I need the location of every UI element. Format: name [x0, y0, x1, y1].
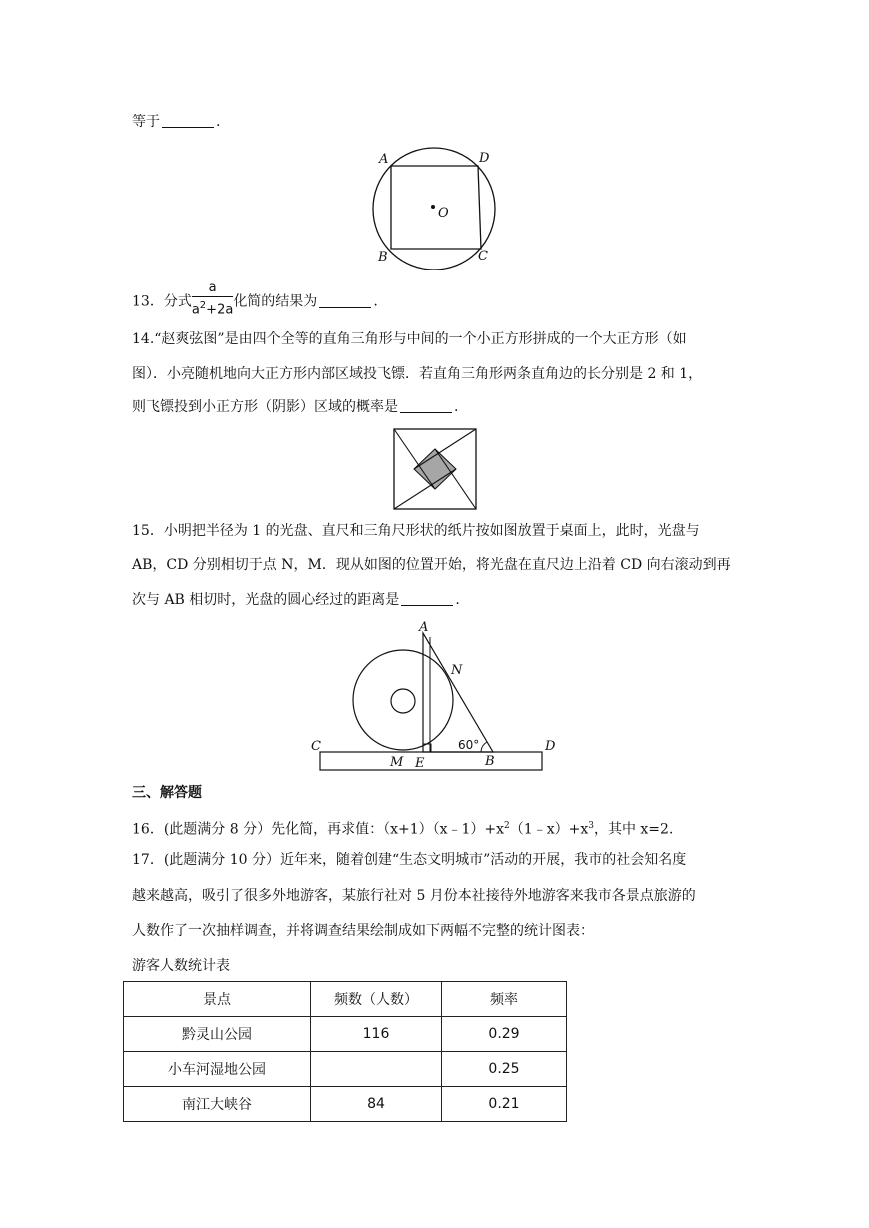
q15-line2: AB，CD 分别相切于点 N，M．现从如图的位置开始，将光盘在直尺边上沿着 CD 向右滚动到再 — [132, 557, 731, 573]
table-header: 景点 — [124, 982, 311, 1017]
label-b: B — [378, 250, 388, 265]
label-d: D — [479, 151, 490, 166]
table-row — [124, 1017, 567, 1052]
question-13: 13．分式 $\frac{a}{a^2+2a}$ 化简的结果为 . — [132, 280, 378, 318]
label-c: C — [311, 739, 321, 754]
center-point — [431, 205, 435, 209]
angle-arc — [481, 742, 487, 752]
angle-label: 60° — [458, 738, 480, 752]
fraction — [192, 280, 233, 319]
fraction-numerator: a — [192, 280, 233, 297]
q17-line2: 越来越高，吸引了很多外地游客，某旅行社对 5 月份本社接待外地游客来我市各景点旅游的 — [132, 888, 696, 904]
label-e: E — [415, 756, 425, 771]
label-o: O — [438, 206, 449, 221]
table-caption: 游客人数统计表 — [132, 958, 230, 974]
table-cell: 0.25 — [442, 1052, 567, 1087]
table-cell: 南江大峡谷 — [124, 1087, 311, 1122]
answer-blank — [400, 398, 452, 413]
table-cell: 84 — [311, 1087, 442, 1122]
label-n: N — [451, 663, 463, 678]
figure-circle-square — [366, 145, 506, 270]
label-a: A — [419, 620, 429, 635]
figure-disc-ruler — [305, 615, 565, 775]
table-header: 频数（人数） — [311, 982, 442, 1017]
q14-line2: 图）．小亮随机地向大正方形内部区域投飞镖．若直角三角形两条直角边的长分别是 2 和 1， — [132, 366, 703, 382]
q14-line3: 则飞镖投到小正方形（阴影）区域的概率是 . — [132, 399, 459, 415]
label-b: B — [485, 754, 495, 769]
table-header-row — [124, 982, 567, 1017]
answer-blank — [401, 591, 453, 606]
set-square — [423, 633, 493, 752]
section-title: 三、解答题 — [132, 785, 202, 801]
disc-hole — [391, 689, 415, 713]
ruler — [320, 752, 542, 770]
table-row — [124, 1087, 567, 1122]
label-d: D — [545, 739, 556, 754]
q14-line1: 14.“赵爽弦图”是由四个全等的直角三角形与中间的一个小正方形拼成的一个大正方形（如 — [132, 331, 687, 347]
q12-tail: 等于 . — [132, 114, 221, 130]
table-cell: 小车河湿地公园 — [124, 1052, 311, 1087]
fraction-denominator: $a^2+2a$ — [191, 300, 234, 318]
answer-blank — [319, 293, 371, 308]
question-16: 16．(此题满分 8 分）先化简，再求值：$(x+1)(x﹣1)+x^2(1﹣x)+x^3$，其中 x=2. — [132, 821, 674, 838]
label-m: M — [390, 755, 404, 770]
q12-text: 等于 — [132, 114, 160, 130]
answer-blank — [162, 113, 214, 128]
square-abcd — [391, 166, 481, 249]
q15-line1: 15．小明把半径为 1 的光盘、直尺和三角尺形状的纸片按如图放置于桌面上，此时，光盘与 — [132, 523, 700, 539]
table-cell: 0.21 — [442, 1087, 567, 1122]
table-cell: 0.29 — [442, 1017, 567, 1052]
label-c: C — [478, 249, 488, 264]
q15-line3: 次与 AB 相切时，光盘的圆心经过的距离是 . — [132, 592, 460, 608]
figure-zhao-shuang — [392, 427, 478, 511]
q17-line1: 17．(此题满分 10 分）近年来，随着创建“生态文明城市”活动的开展，我市的社会知名度 — [132, 852, 687, 868]
table-row — [124, 1052, 567, 1087]
stats-table — [123, 981, 567, 1122]
table-header: 频率 — [442, 982, 567, 1017]
label-a: A — [379, 152, 389, 167]
q17-line3: 人数作了一次抽样调查，并将调查结果绘制成如下两幅不完整的统计图表： — [132, 923, 594, 939]
table-cell — [311, 1052, 442, 1087]
table-cell: 黔灵山公园 — [124, 1017, 311, 1052]
table-cell: 116 — [311, 1017, 442, 1052]
disc — [353, 650, 453, 750]
